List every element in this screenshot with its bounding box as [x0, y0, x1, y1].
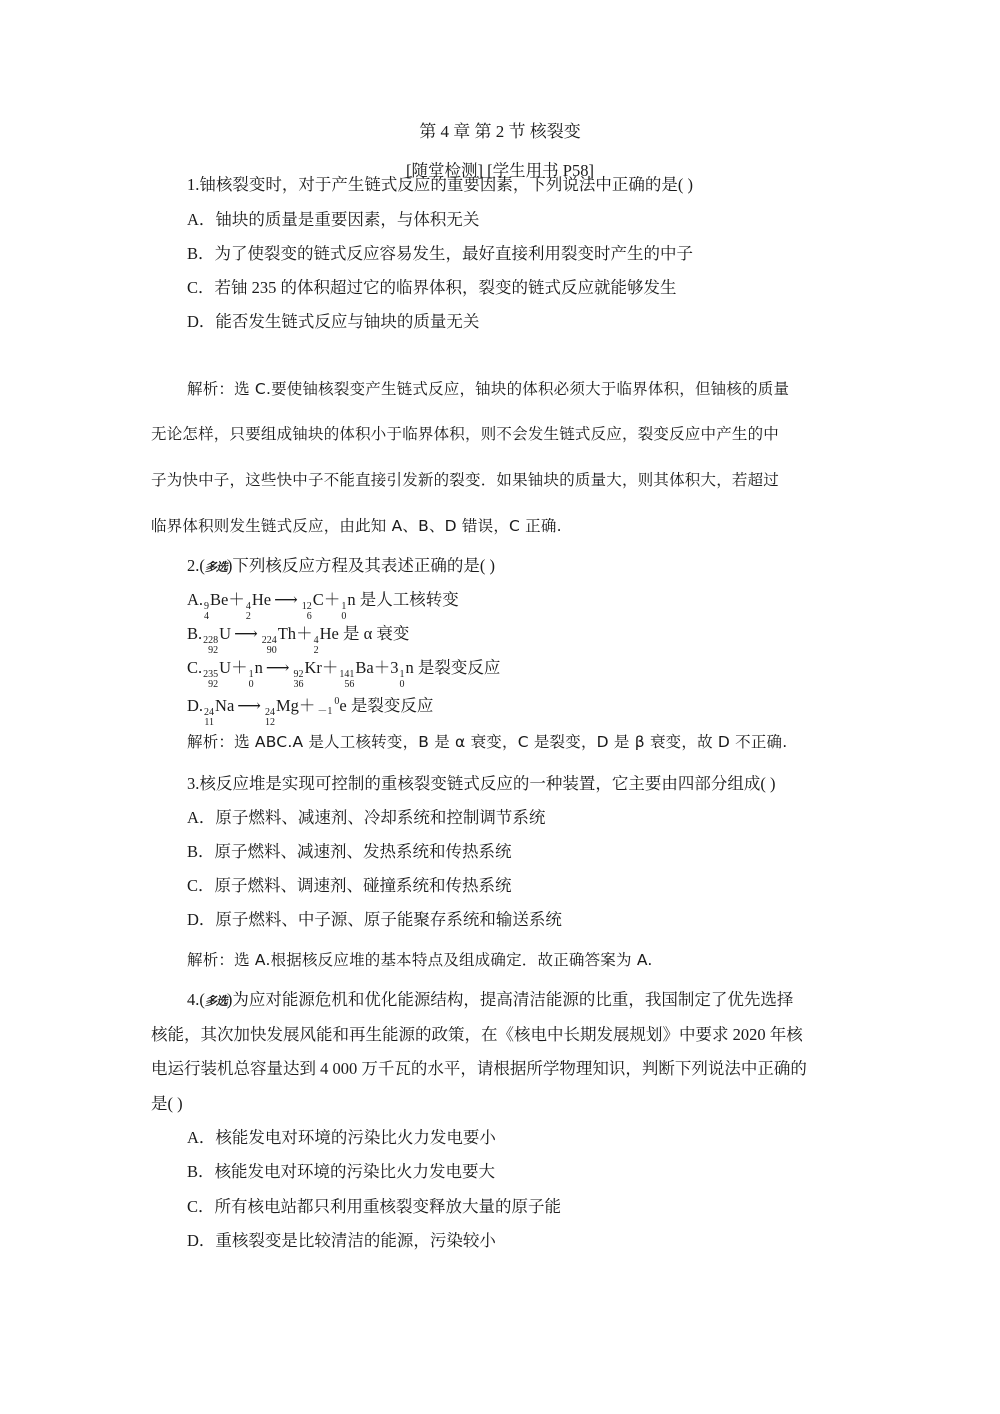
isotope-numbers — [249, 670, 254, 690]
atomic-number: 0 — [341, 611, 347, 622]
plus-operator: ＋ — [231, 658, 248, 677]
option-label: A. — [187, 590, 204, 609]
atomic-number: 36 — [293, 679, 304, 690]
question-2-number: 2.( — [187, 556, 205, 575]
question-4-stem-line-2: 核能，其次加快发展风能和再生能源的政策，在《核电中长期发展规划》中要求 2020 年核 — [151, 1025, 803, 1044]
nuclide — [245, 589, 271, 622]
element-symbol: Mg — [275, 696, 299, 715]
question-4-stem-text: )为应对能源危机和优化能源结构，提高清洁能源的比重，我国制定了优先选择 — [226, 990, 794, 1009]
nuclide — [338, 657, 373, 690]
isotope-numbers — [246, 602, 251, 622]
nuclide — [202, 623, 231, 656]
multi-select-tag: 多选 — [204, 560, 227, 574]
atomic-number: 12 — [264, 717, 275, 728]
atomic-number: 6 — [306, 611, 312, 622]
isotope-numbers — [265, 708, 275, 728]
nuclide — [203, 695, 234, 728]
reaction-arrow-icon: ⟶ — [234, 624, 258, 643]
question-1-analysis-line-1: 解析：选 C.要使铀核裂变产生链式反应，铀块的体积必须大于临界体积，但铀核的质量 — [187, 380, 790, 398]
question-3-analysis: 解析：选 A.根据核反应堆的基本特点及组成确定．故正确答案为 A. — [187, 951, 653, 969]
isotope-numbers — [302, 602, 312, 622]
question-3-option-a: A．原子燃料、减速剂、冷却系统和控制调节系统 — [187, 808, 546, 827]
mass-number: 92 — [293, 669, 304, 680]
element-symbol: He — [251, 590, 272, 609]
nuclide — [203, 589, 228, 622]
mass-number: 24 — [204, 707, 215, 718]
question-4-stem-line-1 — [187, 989, 793, 1012]
mass-number: 235 — [203, 669, 219, 680]
nuclide — [248, 657, 263, 690]
question-2-option-a — [187, 589, 459, 622]
question-4-option-b: B．核能发电对环境的污染比火力发电要大 — [187, 1162, 496, 1181]
option-label: C. — [187, 658, 203, 677]
mass-number: 12 — [301, 601, 312, 612]
nuclide — [261, 623, 296, 656]
atomic-number: 92 — [208, 645, 219, 656]
plus-operator: ＋ — [321, 658, 339, 677]
question-1-analysis-line-3: 子为快中子，这些快中子不能直接引发新的裂变．如果铀块的质量大，则其体积大，若超过 — [151, 471, 780, 489]
isotope-numbers — [203, 670, 218, 690]
mass-number: 4 — [313, 635, 319, 646]
plus-operator: ＋ — [228, 590, 245, 609]
question-4-option-d: D．重核裂变是比较清洁的能源，污染较小 — [187, 1231, 496, 1250]
atomic-number: 2 — [313, 645, 319, 656]
nuclide — [264, 695, 299, 728]
question-1-analysis-line-4: 临界体积则发生链式反应，由此知 A、B、D 错误，C 正确. — [151, 517, 562, 535]
isotope-numbers — [204, 708, 214, 728]
nuclide — [301, 589, 324, 622]
plus-operator: ＋ — [296, 624, 313, 643]
element-symbol: Ba — [355, 658, 374, 677]
isotope-numbers — [203, 636, 218, 656]
reaction-arrow-icon: ⟶ — [237, 696, 261, 715]
element-symbol: He — [319, 624, 339, 643]
question-1-option-c: C．若铀 235 的体积超过它的临界体积，裂变的链式反应就能够发生 — [187, 278, 677, 297]
element-symbol: n — [254, 658, 263, 677]
question-3-stem: 3.核反应堆是实现可控制的重核裂变链式反应的一种装置，它主要由四部分组成( ) — [187, 774, 776, 793]
page-title: 第 4 章 第 2 节 核裂变 — [419, 122, 581, 141]
isotope-numbers — [204, 602, 209, 622]
mass-number: 0 — [334, 696, 340, 707]
plus-operator: ＋ — [323, 590, 341, 609]
nuclide — [202, 657, 231, 690]
mass-number: 141 — [339, 669, 355, 680]
question-2-stem — [187, 555, 495, 578]
question-4-stem-line-3: 电运行装机总容量达到 4 000 万千瓦的水平，请根据所学物理知识，判断下列说法中正确的 — [151, 1059, 807, 1078]
question-3-option-c: C．原子燃料、调速剂、碰撞系统和传热系统 — [187, 876, 512, 895]
isotope-numbers — [339, 670, 354, 690]
question-4-option-a: A．核能发电对环境的污染比火力发电要小 — [187, 1128, 496, 1147]
mass-number: 1 — [341, 601, 347, 612]
mass-number: 224 — [261, 635, 277, 646]
atomic-number: 90 — [266, 645, 277, 656]
atomic-number: 56 — [344, 679, 355, 690]
mass-number: 1 — [399, 669, 405, 680]
multi-select-tag: 多选 — [204, 994, 227, 1008]
plus-operator: ＋3 — [373, 658, 399, 677]
question-4-stem-line-4: 是( ) — [151, 1094, 183, 1113]
atomic-number: 0 — [399, 679, 405, 690]
isotope-numbers — [293, 670, 303, 690]
element-symbol: Be — [210, 590, 229, 609]
element-symbol: e — [339, 696, 347, 715]
element-symbol: U — [219, 624, 232, 643]
question-4-number: 4.( — [187, 990, 205, 1009]
charge-number: －1 — [317, 706, 333, 717]
option-description: 是裂变反应 — [413, 658, 501, 677]
mass-number: 4 — [245, 601, 251, 612]
question-1-option-b: B．为了使裂变的链式反应容易发生，最好直接利用裂变时产生的中子 — [187, 244, 694, 263]
element-symbol: Th — [277, 624, 297, 643]
isotope-numbers — [314, 636, 319, 656]
atomic-number: 2 — [245, 611, 251, 622]
question-2-analysis: 解析：选 ABC.A 是人工核转变，B 是 α 衰变，C 是裂变，D 是 β 衰变，故 D 不正确. — [187, 733, 788, 751]
option-description: 是 α 衰变 — [338, 624, 410, 643]
atomic-number: 92 — [208, 679, 219, 690]
option-label: B. — [187, 624, 203, 643]
question-3-option-b: B．原子燃料、减速剂、发热系统和传热系统 — [187, 842, 512, 861]
nuclide — [398, 657, 413, 690]
question-1-option-d: D．能否发生链式反应与铀块的质量无关 — [187, 312, 480, 331]
mass-number: 9 — [204, 601, 210, 612]
question-3-option-d: D．原子燃料、中子源、原子能聚存系统和输送系统 — [187, 910, 562, 929]
isotope-numbers — [262, 636, 277, 656]
question-1-analysis-line-2: 无论怎样，只要组成铀块的体积小于临界体积，则不会发生链式反应，裂变反应中产生的中 — [151, 425, 780, 443]
element-symbol: C — [312, 590, 324, 609]
reaction-arrow-icon: ⟶ — [274, 590, 298, 609]
reaction-arrow-icon: ⟶ — [265, 658, 290, 677]
option-description: 是裂变反应 — [346, 696, 434, 715]
option-description: 是人工核转变 — [355, 590, 459, 609]
nuclide — [340, 589, 355, 622]
question-2-option-d — [187, 691, 433, 728]
element-symbol: n — [347, 590, 356, 609]
question-1-stem: 1.铀核裂变时，对于产生链式反应的重要因素，下列说法中正确的是( ) — [187, 175, 693, 194]
question-2-option-b — [187, 623, 409, 656]
element-symbol: Kr — [304, 658, 322, 677]
question-1-option-a: A．铀块的质量是重要因素，与体积无关 — [187, 210, 480, 229]
mass-number: 1 — [248, 669, 254, 680]
question-2-option-c — [187, 657, 500, 690]
page-subtitle: [随堂检测] [学生用书 P58] — [406, 161, 594, 180]
question-2-stem-text: )下列核反应方程及其表述正确的是( ) — [226, 556, 495, 575]
atomic-number: 0 — [248, 679, 254, 690]
element-symbol: U — [219, 658, 232, 677]
isotope-numbers — [399, 670, 404, 690]
question-4-option-c: C．所有核电站都只利用重核裂变释放大量的原子能 — [187, 1197, 562, 1216]
atomic-number: 11 — [204, 717, 215, 728]
element-symbol: n — [405, 658, 414, 677]
atomic-number: 4 — [204, 611, 210, 622]
nuclide — [315, 691, 346, 723]
plus-operator: ＋ — [298, 696, 316, 715]
nuclide — [292, 657, 321, 690]
mass-number: 228 — [203, 635, 219, 646]
option-label: D. — [187, 696, 204, 715]
element-symbol: Na — [215, 696, 235, 715]
isotope-numbers — [341, 602, 346, 622]
nuclide — [313, 623, 339, 656]
mass-number: 24 — [264, 707, 275, 718]
